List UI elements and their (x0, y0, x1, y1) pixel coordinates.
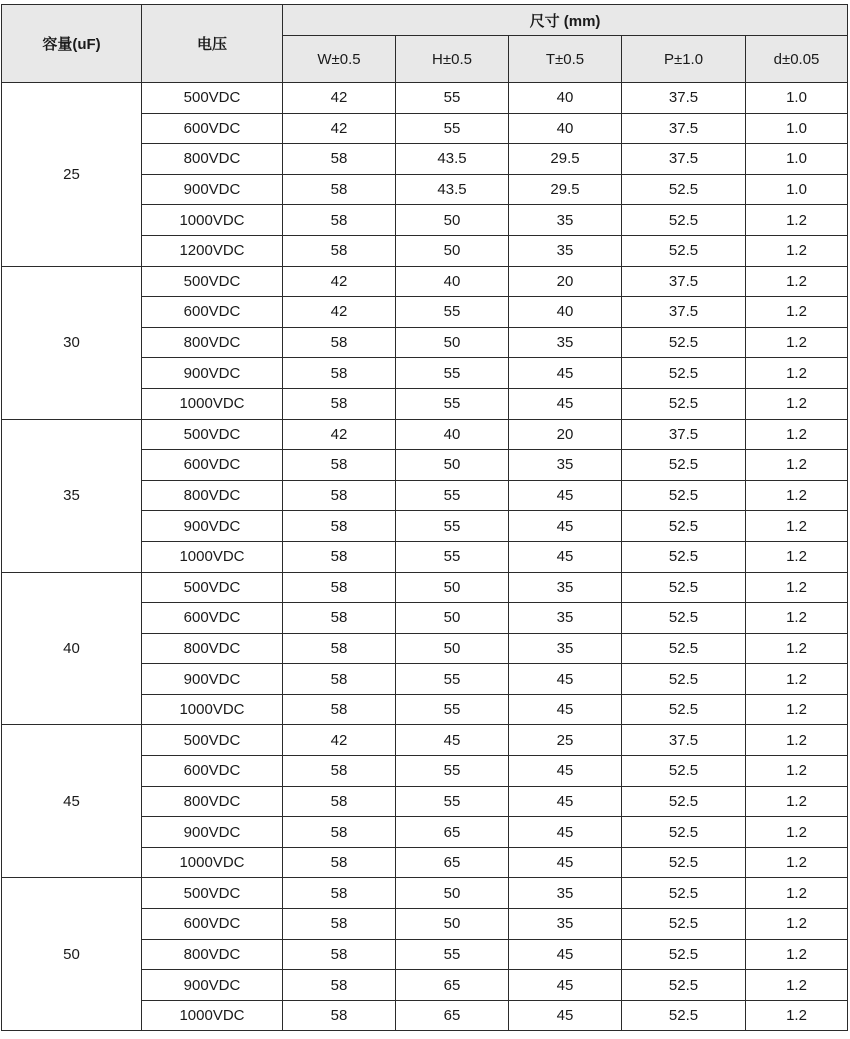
p-cell: 52.5 (622, 480, 746, 511)
h-cell: 55 (396, 756, 509, 787)
w-cell: 58 (283, 909, 396, 940)
voltage-cell: 800VDC (142, 633, 283, 664)
voltage-cell: 500VDC (142, 83, 283, 114)
w-cell: 58 (283, 174, 396, 205)
w-cell: 42 (283, 83, 396, 114)
t-cell: 35 (509, 633, 622, 664)
d-cell: 1.2 (746, 541, 848, 572)
t-cell: 45 (509, 970, 622, 1001)
p-cell: 37.5 (622, 419, 746, 450)
d-cell: 1.0 (746, 144, 848, 175)
t-cell: 35 (509, 450, 622, 481)
p-cell: 52.5 (622, 327, 746, 358)
voltage-cell: 900VDC (142, 817, 283, 848)
header-voltage: 电压 (142, 5, 283, 83)
header-h: H±0.5 (396, 36, 509, 83)
t-cell: 45 (509, 694, 622, 725)
t-cell: 45 (509, 817, 622, 848)
voltage-cell: 500VDC (142, 419, 283, 450)
voltage-cell: 800VDC (142, 480, 283, 511)
d-cell: 1.2 (746, 939, 848, 970)
voltage-cell: 500VDC (142, 725, 283, 756)
w-cell: 58 (283, 388, 396, 419)
p-cell: 52.5 (622, 970, 746, 1001)
p-cell: 52.5 (622, 450, 746, 481)
d-cell: 1.2 (746, 327, 848, 358)
w-cell: 58 (283, 572, 396, 603)
w-cell: 58 (283, 694, 396, 725)
t-cell: 40 (509, 297, 622, 328)
p-cell: 52.5 (622, 939, 746, 970)
voltage-cell: 900VDC (142, 664, 283, 695)
voltage-cell: 900VDC (142, 970, 283, 1001)
p-cell: 52.5 (622, 909, 746, 940)
d-cell: 1.2 (746, 847, 848, 878)
voltage-cell: 600VDC (142, 113, 283, 144)
voltage-cell: 500VDC (142, 266, 283, 297)
w-cell: 42 (283, 725, 396, 756)
h-cell: 65 (396, 847, 509, 878)
voltage-cell: 900VDC (142, 511, 283, 542)
h-cell: 55 (396, 694, 509, 725)
d-cell: 1.2 (746, 388, 848, 419)
t-cell: 20 (509, 266, 622, 297)
p-cell: 37.5 (622, 297, 746, 328)
d-cell: 1.0 (746, 113, 848, 144)
voltage-cell: 800VDC (142, 939, 283, 970)
w-cell: 58 (283, 939, 396, 970)
d-cell: 1.2 (746, 511, 848, 542)
w-cell: 58 (283, 511, 396, 542)
d-cell: 1.2 (746, 694, 848, 725)
p-cell: 52.5 (622, 603, 746, 634)
t-cell: 40 (509, 83, 622, 114)
h-cell: 55 (396, 83, 509, 114)
t-cell: 45 (509, 939, 622, 970)
d-cell: 1.2 (746, 633, 848, 664)
table-body (2, 83, 848, 1031)
d-cell: 1.2 (746, 450, 848, 481)
p-cell: 52.5 (622, 664, 746, 695)
w-cell: 58 (283, 878, 396, 909)
d-cell: 1.0 (746, 83, 848, 114)
t-cell: 20 (509, 419, 622, 450)
table-row (2, 572, 848, 603)
voltage-cell: 1200VDC (142, 235, 283, 266)
w-cell: 58 (283, 205, 396, 236)
d-cell: 1.2 (746, 235, 848, 266)
h-cell: 55 (396, 388, 509, 419)
d-cell: 1.2 (746, 480, 848, 511)
w-cell: 58 (283, 480, 396, 511)
t-cell: 35 (509, 327, 622, 358)
t-cell: 35 (509, 603, 622, 634)
w-cell: 58 (283, 358, 396, 389)
d-cell: 1.2 (746, 909, 848, 940)
h-cell: 50 (396, 603, 509, 634)
table-header (2, 5, 848, 83)
t-cell: 45 (509, 664, 622, 695)
h-cell: 65 (396, 1000, 509, 1031)
t-cell: 45 (509, 511, 622, 542)
w-cell: 58 (283, 603, 396, 634)
t-cell: 45 (509, 358, 622, 389)
p-cell: 52.5 (622, 205, 746, 236)
h-cell: 55 (396, 541, 509, 572)
w-cell: 58 (283, 144, 396, 175)
t-cell: 45 (509, 756, 622, 787)
h-cell: 55 (396, 480, 509, 511)
w-cell: 58 (283, 817, 396, 848)
h-cell: 65 (396, 817, 509, 848)
d-cell: 1.2 (746, 878, 848, 909)
capacity-cell: 45 (2, 725, 142, 878)
voltage-cell: 1000VDC (142, 541, 283, 572)
h-cell: 43.5 (396, 174, 509, 205)
t-cell: 29.5 (509, 144, 622, 175)
voltage-cell: 900VDC (142, 358, 283, 389)
d-cell: 1.2 (746, 756, 848, 787)
t-cell: 45 (509, 1000, 622, 1031)
h-cell: 50 (396, 572, 509, 603)
voltage-cell: 600VDC (142, 909, 283, 940)
capacity-cell: 35 (2, 419, 142, 572)
header-capacity: 容量(uF) (2, 5, 142, 83)
w-cell: 58 (283, 327, 396, 358)
d-cell: 1.2 (746, 603, 848, 634)
t-cell: 35 (509, 205, 622, 236)
capacity-cell: 30 (2, 266, 142, 419)
p-cell: 37.5 (622, 144, 746, 175)
w-cell: 42 (283, 266, 396, 297)
header-dimensions: 尺寸 (mm) (283, 5, 848, 36)
p-cell: 52.5 (622, 694, 746, 725)
h-cell: 55 (396, 297, 509, 328)
t-cell: 45 (509, 847, 622, 878)
t-cell: 35 (509, 572, 622, 603)
w-cell: 42 (283, 419, 396, 450)
p-cell: 52.5 (622, 572, 746, 603)
h-cell: 65 (396, 970, 509, 1001)
w-cell: 58 (283, 847, 396, 878)
d-cell: 1.2 (746, 266, 848, 297)
w-cell: 58 (283, 633, 396, 664)
h-cell: 55 (396, 358, 509, 389)
p-cell: 52.5 (622, 756, 746, 787)
header-d: d±0.05 (746, 36, 848, 83)
h-cell: 50 (396, 633, 509, 664)
d-cell: 1.2 (746, 1000, 848, 1031)
w-cell: 58 (283, 450, 396, 481)
d-cell: 1.2 (746, 419, 848, 450)
p-cell: 52.5 (622, 541, 746, 572)
d-cell: 1.2 (746, 297, 848, 328)
voltage-cell: 1000VDC (142, 205, 283, 236)
voltage-cell: 600VDC (142, 450, 283, 481)
voltage-cell: 600VDC (142, 756, 283, 787)
p-cell: 52.5 (622, 174, 746, 205)
voltage-cell: 800VDC (142, 327, 283, 358)
p-cell: 52.5 (622, 235, 746, 266)
h-cell: 43.5 (396, 144, 509, 175)
h-cell: 55 (396, 786, 509, 817)
capacity-cell: 50 (2, 878, 142, 1031)
voltage-cell: 600VDC (142, 297, 283, 328)
voltage-cell: 1000VDC (142, 847, 283, 878)
p-cell: 52.5 (622, 633, 746, 664)
voltage-cell: 500VDC (142, 572, 283, 603)
d-cell: 1.0 (746, 174, 848, 205)
t-cell: 25 (509, 725, 622, 756)
p-cell: 52.5 (622, 358, 746, 389)
p-cell: 52.5 (622, 511, 746, 542)
p-cell: 52.5 (622, 817, 746, 848)
h-cell: 55 (396, 664, 509, 695)
d-cell: 1.2 (746, 725, 848, 756)
table-row (2, 878, 848, 909)
w-cell: 58 (283, 541, 396, 572)
p-cell: 52.5 (622, 878, 746, 909)
p-cell: 52.5 (622, 847, 746, 878)
voltage-cell: 1000VDC (142, 1000, 283, 1031)
spec-table (1, 4, 848, 1031)
d-cell: 1.2 (746, 664, 848, 695)
d-cell: 1.2 (746, 970, 848, 1001)
table-row (2, 83, 848, 114)
voltage-cell: 1000VDC (142, 694, 283, 725)
p-cell: 37.5 (622, 725, 746, 756)
w-cell: 58 (283, 970, 396, 1001)
w-cell: 42 (283, 113, 396, 144)
voltage-cell: 600VDC (142, 603, 283, 634)
h-cell: 50 (396, 878, 509, 909)
d-cell: 1.2 (746, 817, 848, 848)
w-cell: 42 (283, 297, 396, 328)
w-cell: 58 (283, 756, 396, 787)
d-cell: 1.2 (746, 572, 848, 603)
p-cell: 37.5 (622, 113, 746, 144)
h-cell: 55 (396, 939, 509, 970)
p-cell: 37.5 (622, 266, 746, 297)
h-cell: 50 (396, 327, 509, 358)
h-cell: 50 (396, 205, 509, 236)
t-cell: 29.5 (509, 174, 622, 205)
h-cell: 55 (396, 511, 509, 542)
voltage-cell: 1000VDC (142, 388, 283, 419)
t-cell: 35 (509, 909, 622, 940)
t-cell: 45 (509, 388, 622, 419)
table-row (2, 419, 848, 450)
p-cell: 37.5 (622, 83, 746, 114)
d-cell: 1.2 (746, 358, 848, 389)
p-cell: 52.5 (622, 1000, 746, 1031)
w-cell: 58 (283, 1000, 396, 1031)
voltage-cell: 900VDC (142, 174, 283, 205)
h-cell: 55 (396, 113, 509, 144)
t-cell: 35 (509, 235, 622, 266)
t-cell: 45 (509, 786, 622, 817)
header-p: P±1.0 (622, 36, 746, 83)
voltage-cell: 500VDC (142, 878, 283, 909)
p-cell: 52.5 (622, 786, 746, 817)
table-row (2, 266, 848, 297)
t-cell: 35 (509, 878, 622, 909)
t-cell: 45 (509, 541, 622, 572)
t-cell: 40 (509, 113, 622, 144)
t-cell: 45 (509, 480, 622, 511)
h-cell: 40 (396, 266, 509, 297)
w-cell: 58 (283, 235, 396, 266)
d-cell: 1.2 (746, 205, 848, 236)
header-w: W±0.5 (283, 36, 396, 83)
h-cell: 50 (396, 450, 509, 481)
p-cell: 52.5 (622, 388, 746, 419)
w-cell: 58 (283, 786, 396, 817)
capacity-cell: 40 (2, 572, 142, 725)
capacity-cell: 25 (2, 83, 142, 267)
h-cell: 45 (396, 725, 509, 756)
header-t: T±0.5 (509, 36, 622, 83)
d-cell: 1.2 (746, 786, 848, 817)
h-cell: 40 (396, 419, 509, 450)
h-cell: 50 (396, 909, 509, 940)
w-cell: 58 (283, 664, 396, 695)
h-cell: 50 (396, 235, 509, 266)
voltage-cell: 800VDC (142, 144, 283, 175)
table-row (2, 725, 848, 756)
voltage-cell: 800VDC (142, 786, 283, 817)
